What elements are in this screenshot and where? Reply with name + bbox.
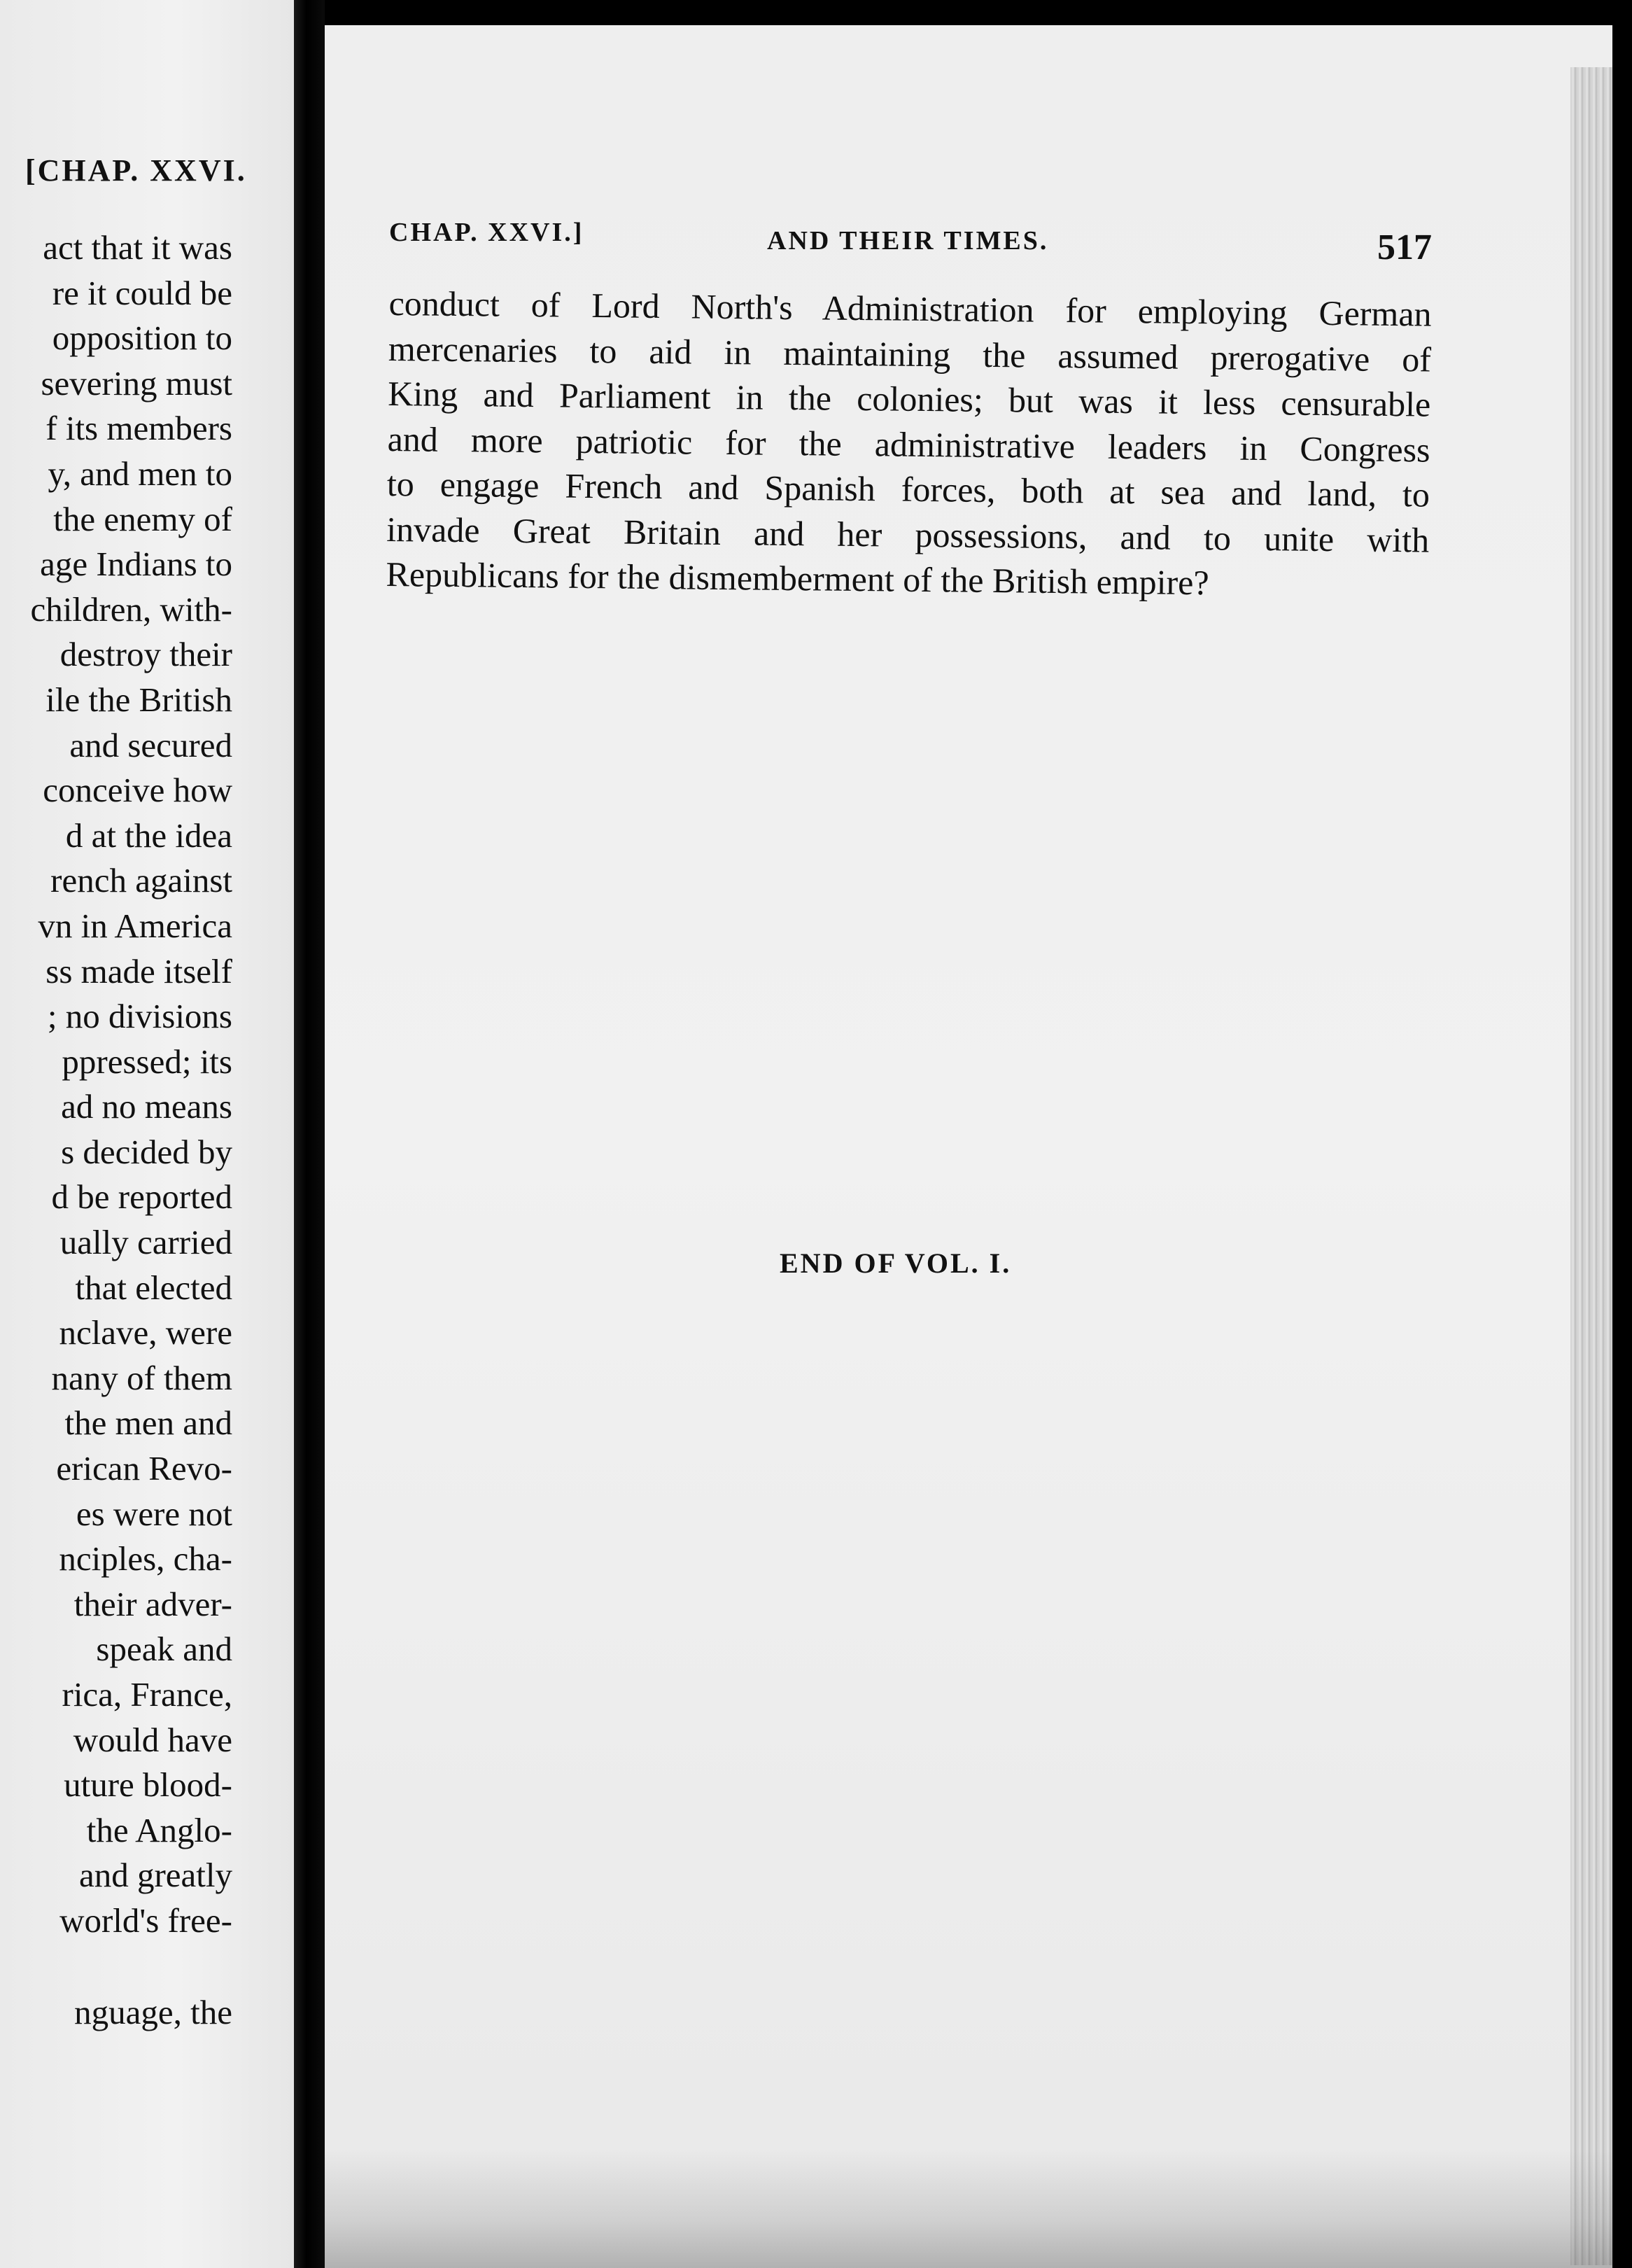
left-facing-page [0, 0, 294, 2268]
text-line: nciples, cha- [59, 1539, 232, 1578]
text-line: nany of them [51, 1358, 232, 1397]
text-line: conduct of Lord North's Administration for employing German [388, 283, 1432, 334]
text-line: Republicans for the dismemberment of the British empire? [386, 554, 1209, 603]
right-page [325, 25, 1612, 2268]
text-line: ile the British [45, 680, 232, 719]
text-line: vn in America [38, 906, 232, 945]
text-line: d at the idea [65, 816, 232, 855]
end-of-volume-note: END OF VOL. I. [780, 1247, 1012, 1279]
page-edge [1570, 67, 1612, 2265]
text-line: uture blood- [64, 1765, 232, 1805]
text-line: opposition to [52, 318, 232, 358]
running-title: AND THEIR TIMES. [767, 226, 1049, 255]
left-page-text [31, 225, 232, 2035]
text-line: would have [73, 1720, 232, 1759]
text-line: the Anglo- [86, 1810, 232, 1849]
text-line: nguage, the [74, 1992, 232, 2031]
text-line: the men and [64, 1404, 232, 1443]
text-line: world's free- [59, 1900, 232, 1940]
scan-smudge [325, 2149, 1612, 2268]
text-line: ss made itself [45, 951, 232, 990]
text-line: y, and men to [48, 454, 232, 493]
page-number: 517 [1377, 227, 1432, 267]
text-line: rench against [50, 861, 232, 900]
body-paragraph [386, 281, 1432, 608]
text-line: to engage French and Spanish forces, both at sea and land, to [386, 463, 1430, 514]
text-line: d be reported [51, 1177, 232, 1217]
left-running-head: [CHAP. XXVI. [25, 153, 247, 188]
running-head [389, 214, 1432, 267]
text-line: ppressed; its [62, 1042, 232, 1081]
text-line: severing must [41, 363, 232, 402]
text-line: es were not [76, 1494, 232, 1533]
text-line: their adver- [73, 1584, 232, 1623]
text-line: children, with- [30, 589, 232, 629]
text-line: act that it was [43, 228, 232, 267]
text-line: ad no means [61, 1087, 232, 1126]
text-line: King and Parliament in the colonies; but was it less censurable [388, 373, 1431, 424]
text-line: ; no divisions [47, 997, 232, 1036]
text-line: conceive how [43, 771, 232, 810]
text-line: re it could be [52, 273, 232, 312]
text-line: mercenaries to aid in maintaining the assumed prerogative of [388, 328, 1432, 379]
chapter-label: CHAP. XXVI.] [389, 218, 584, 247]
text-line: invade Great Britain and her possessions, and to unite with [386, 509, 1430, 560]
text-line: destroy their [59, 635, 232, 674]
text-line: the enemy of [53, 499, 232, 538]
text-line: and more patriotic for the administrative leaders in Congress [387, 419, 1430, 470]
text-line: erican Revo- [56, 1449, 232, 1488]
text-line: rica, France, [62, 1675, 232, 1714]
text-line: age Indians to [40, 545, 232, 584]
text-line: nclave, were [59, 1313, 232, 1352]
text-line: and greatly [78, 1856, 232, 1895]
text-line: and secured [69, 725, 232, 764]
text-line: s decided by [61, 1132, 232, 1171]
text-line: that elected [75, 1268, 232, 1307]
text-line: speak and [96, 1630, 232, 1669]
text-line: f its members [45, 409, 232, 448]
book-gutter [294, 0, 325, 2268]
text-line: ually carried [59, 1223, 232, 1262]
